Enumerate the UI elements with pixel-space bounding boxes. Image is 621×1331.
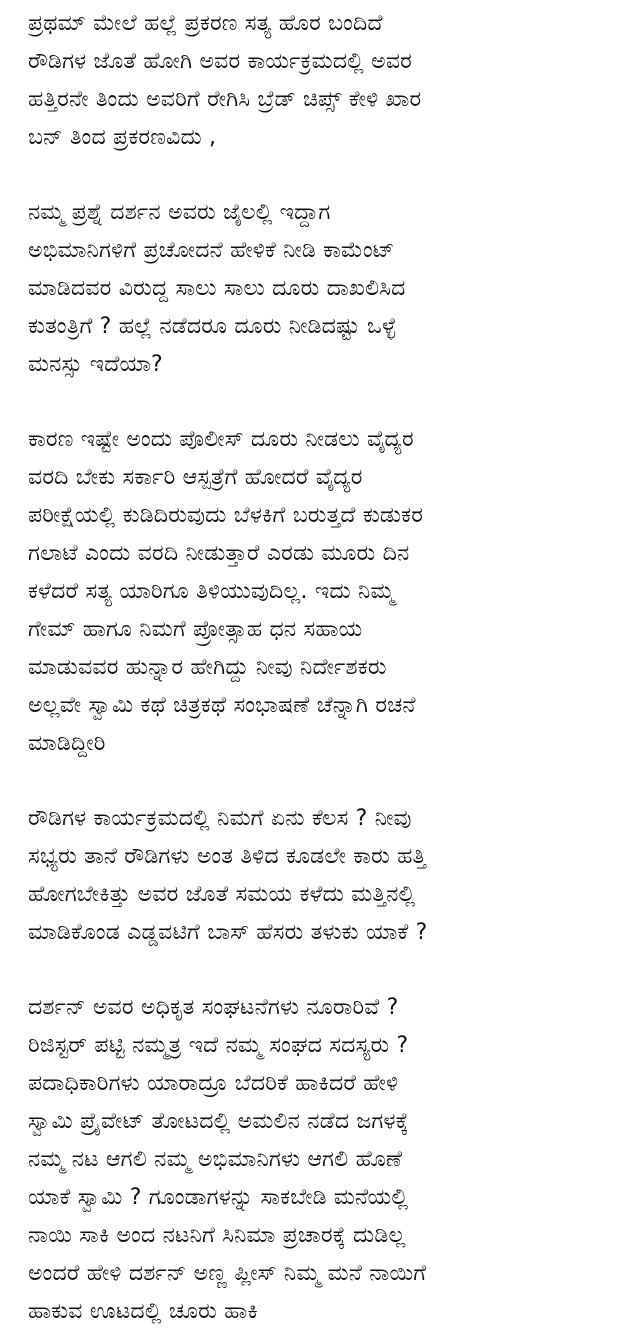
document-body bbox=[28, 0, 608, 1331]
text-line: ಅಂದರೆ ಹೇಳಿ ದರ್ಶನ್ ಅಣ್ಣ ಪ್ಲೀಸ್ ನಿಮ್ಮ ಮನೆ ನಾಯಿಗೆ bbox=[28, 1261, 427, 1286]
text-line: ನಮ್ಮ ಪ್ರಶ್ನೆ ದರ್ಶನ ಅವರು ಜೈಲಲ್ಲಿ ಇದ್ದಾಗ bbox=[28, 200, 331, 225]
text-line: ರೌಡಿಗಳ ಕಾರ್ಯಕ್ರಮದಲ್ಲಿ ನಿಮಗೆ ಏನು ಕೆಲಸ ? ನೀವು bbox=[28, 806, 412, 831]
text-line: ಪರೀಕ್ಷೆಯಲ್ಲಿ ಕುಡಿದಿರುವುದು ಬೆಳಕಿಗೆ ಬರುತ್ತದೆ ಕುಡುಕರ bbox=[28, 503, 424, 528]
text-line: ದರ್ಶನ್ ಅವರ ಅಧಿಕೃತ ಸಂಘಟನೆಗಳು ನೂರಾರಿವೆ ? bbox=[28, 995, 399, 1020]
text-line: ಅಲ್ಲವೇ ಸ್ವಾಮಿ ಕಥೆ ಚಿತ್ರಕಥೆ ಸಂಭಾಷಣೆ ಚೆನ್ನಾಗಿ ರಚನೆ bbox=[28, 693, 416, 718]
text-line: ಮಾಡಿದವರ ವಿರುದ್ದ ಸಾಲು ಸಾಲು ದೂರು ದಾಖಲಿಸಿದ bbox=[28, 276, 406, 301]
text-line: ಹಾಕುವ ಊಟದಲ್ಲಿ ಚೂರು ಹಾಕಿ bbox=[28, 1299, 258, 1324]
text-line: ಕಾರಣ ಇಷ್ಟೇ ಅಂದು ಪೊಲೀಸ್ ದೂರು ನೀಡಲು ವೈದ್ಯರ bbox=[28, 427, 414, 452]
text-line: ಮನಸ್ಸು ಇದೆಯಾ? bbox=[28, 352, 163, 377]
text-line: ಸ್ವಾಮಿ ಪ್ರೈವೇಟ್ ತೋಟದಲ್ಲಿ ಅಮಲಿನ ನಡೆದ ಜಗಳಕ್ಕೆ bbox=[28, 1109, 409, 1134]
text-line: ಯಾಕೆ ಸ್ವಾಮಿ ? ಗೂಂಡಾಗಳನ್ನು ಸಾಕಬೇಡಿ ಮನೆಯಲ್ಲಿ bbox=[28, 1185, 409, 1210]
text-line: ಮಾಡಿಕೊಂಡ ಎಡ್ಡವಟಿಗೆ ಬಾಸ್ ಹೆಸರು ತಳುಕು ಯಾಕೆ ? bbox=[28, 920, 428, 945]
text-line: ಪದಾಧಿಕಾರಿಗಳು ಯಾರಾದ್ರೂ ಬೆದರಿಕೆ ಹಾಕಿದರೆ ಹೇಳಿ bbox=[28, 1071, 399, 1096]
paragraph-1 bbox=[28, 5, 608, 157]
text-line: ರೌಡಿಗಳ ಜೊತೆ ಹೋಗಿ ಅವರ ಕಾರ್ಯಕ್ರಮದಲ್ಲಿ ಅವರ bbox=[28, 49, 413, 74]
text-line: ಮಾಡುವವರ ಹುನ್ನಾರ ಹೇಗಿದ್ದು ನೀವು ನಿರ್ದೇಶಕರು bbox=[28, 655, 387, 680]
text-line: ಪ್ರಥಮ್ ಮೇಲೆ ಹಲ್ಲೆ ಪ್ರಕರಣ ಸತ್ಯ ಹೊರ ಬಂದಿದೆ bbox=[28, 11, 383, 36]
paragraph-4 bbox=[28, 800, 608, 952]
text-line: ಬನ್ ತಿಂದ ಪ್ರಕರಣವಿದು , bbox=[28, 125, 217, 150]
text-line: ನಾಯಿ ಸಾಕಿ ಅಂದ ನಟನಿಗೆ ಸಿನಿಮಾ ಪ್ರಚಾರಕ್ಕೆ ದುಡಿಲ್ಲ bbox=[28, 1223, 406, 1248]
text-line: ಸಭ್ಯರು ತಾನೆ ರೌಡಿಗಳು ಅಂತ ತಿಳಿದ ಕೂಡಲೇ ಕಾರು ಹತ್ತಿ bbox=[28, 844, 427, 869]
text-line: ಗೇಮ್ ಹಾಗೂ ನಿಮಗೆ ಪ್ರೋತ್ಸಾಹ ಧನ ಸಹಾಯ bbox=[28, 617, 363, 642]
text-line: ರಿಜಿಸ್ಟರ್ ಪಟ್ಟಿ ನಮ್ಮತ್ರ ಇದೆ ನಮ್ಮ ಸಂಘದ ಸದಸ್ಯರು ? bbox=[28, 1033, 409, 1058]
paragraph-2 bbox=[28, 194, 608, 384]
text-line: ಕುತಂತ್ರಿಗೆ ? ಹಲ್ಲೆ ನಡೆದರೂ ದೂರು ನೀಡಿದಷ್ಟು ಒಳ್ಳೆ bbox=[28, 314, 397, 339]
text-line: ಹೋಗಬೇಕಿತ್ತು ಅವರ ಜೊತೆ ಸಮಯ ಕಳೆದು ಮತ್ತಿನಲ್ಲಿ bbox=[28, 882, 416, 907]
text-line: ಮಾಡಿದ್ದೀರಿ bbox=[28, 731, 106, 756]
text-line: ಅಭಿಮಾನಿಗಳಿಗೆ ಪ್ರಚೋದನೆ ಹೇಳಿಕೆ ನೀಡಿ ಕಾಮೆಂಟ್ bbox=[28, 238, 395, 263]
text-line: ವರದಿ ಬೇಕು ಸರ್ಕಾರಿ ಆಸ್ಪತ್ರೆಗೆ ಹೋದರೆ ವೈದ್ಯರ bbox=[28, 465, 363, 490]
paragraph-3 bbox=[28, 421, 608, 763]
text-line: ಕಳೆದರೆ ಸತ್ಯ ಯಾರಿಗೂ ತಿಳಿಯುವುದಿಲ್ಲ. ಇದು ನಿಮ್ಮ bbox=[28, 579, 395, 604]
text-line: ಗಲಾಟೆ ಎಂದು ವರದಿ ನೀಡುತ್ತಾರೆ ಎರಡು ಮೂರು ದಿನ bbox=[28, 541, 410, 566]
paragraph-5 bbox=[28, 989, 608, 1331]
text-line: ಹತ್ತಿರನೇ ತಿಂದು ಅವರಿಗೆ ರೇಗಿಸಿ ಬ್ರೆಡ್ ಚಿಪ್ಸ್ ಕೇಳಿ ಖಾರ bbox=[28, 87, 422, 112]
text-line: ನಮ್ಮ ನಟ ಆಗಲಿ ನಮ್ಮ ಅಭಿಮಾನಿಗಳು ಆಗಲಿ ಹೊಣೆ bbox=[28, 1147, 403, 1172]
